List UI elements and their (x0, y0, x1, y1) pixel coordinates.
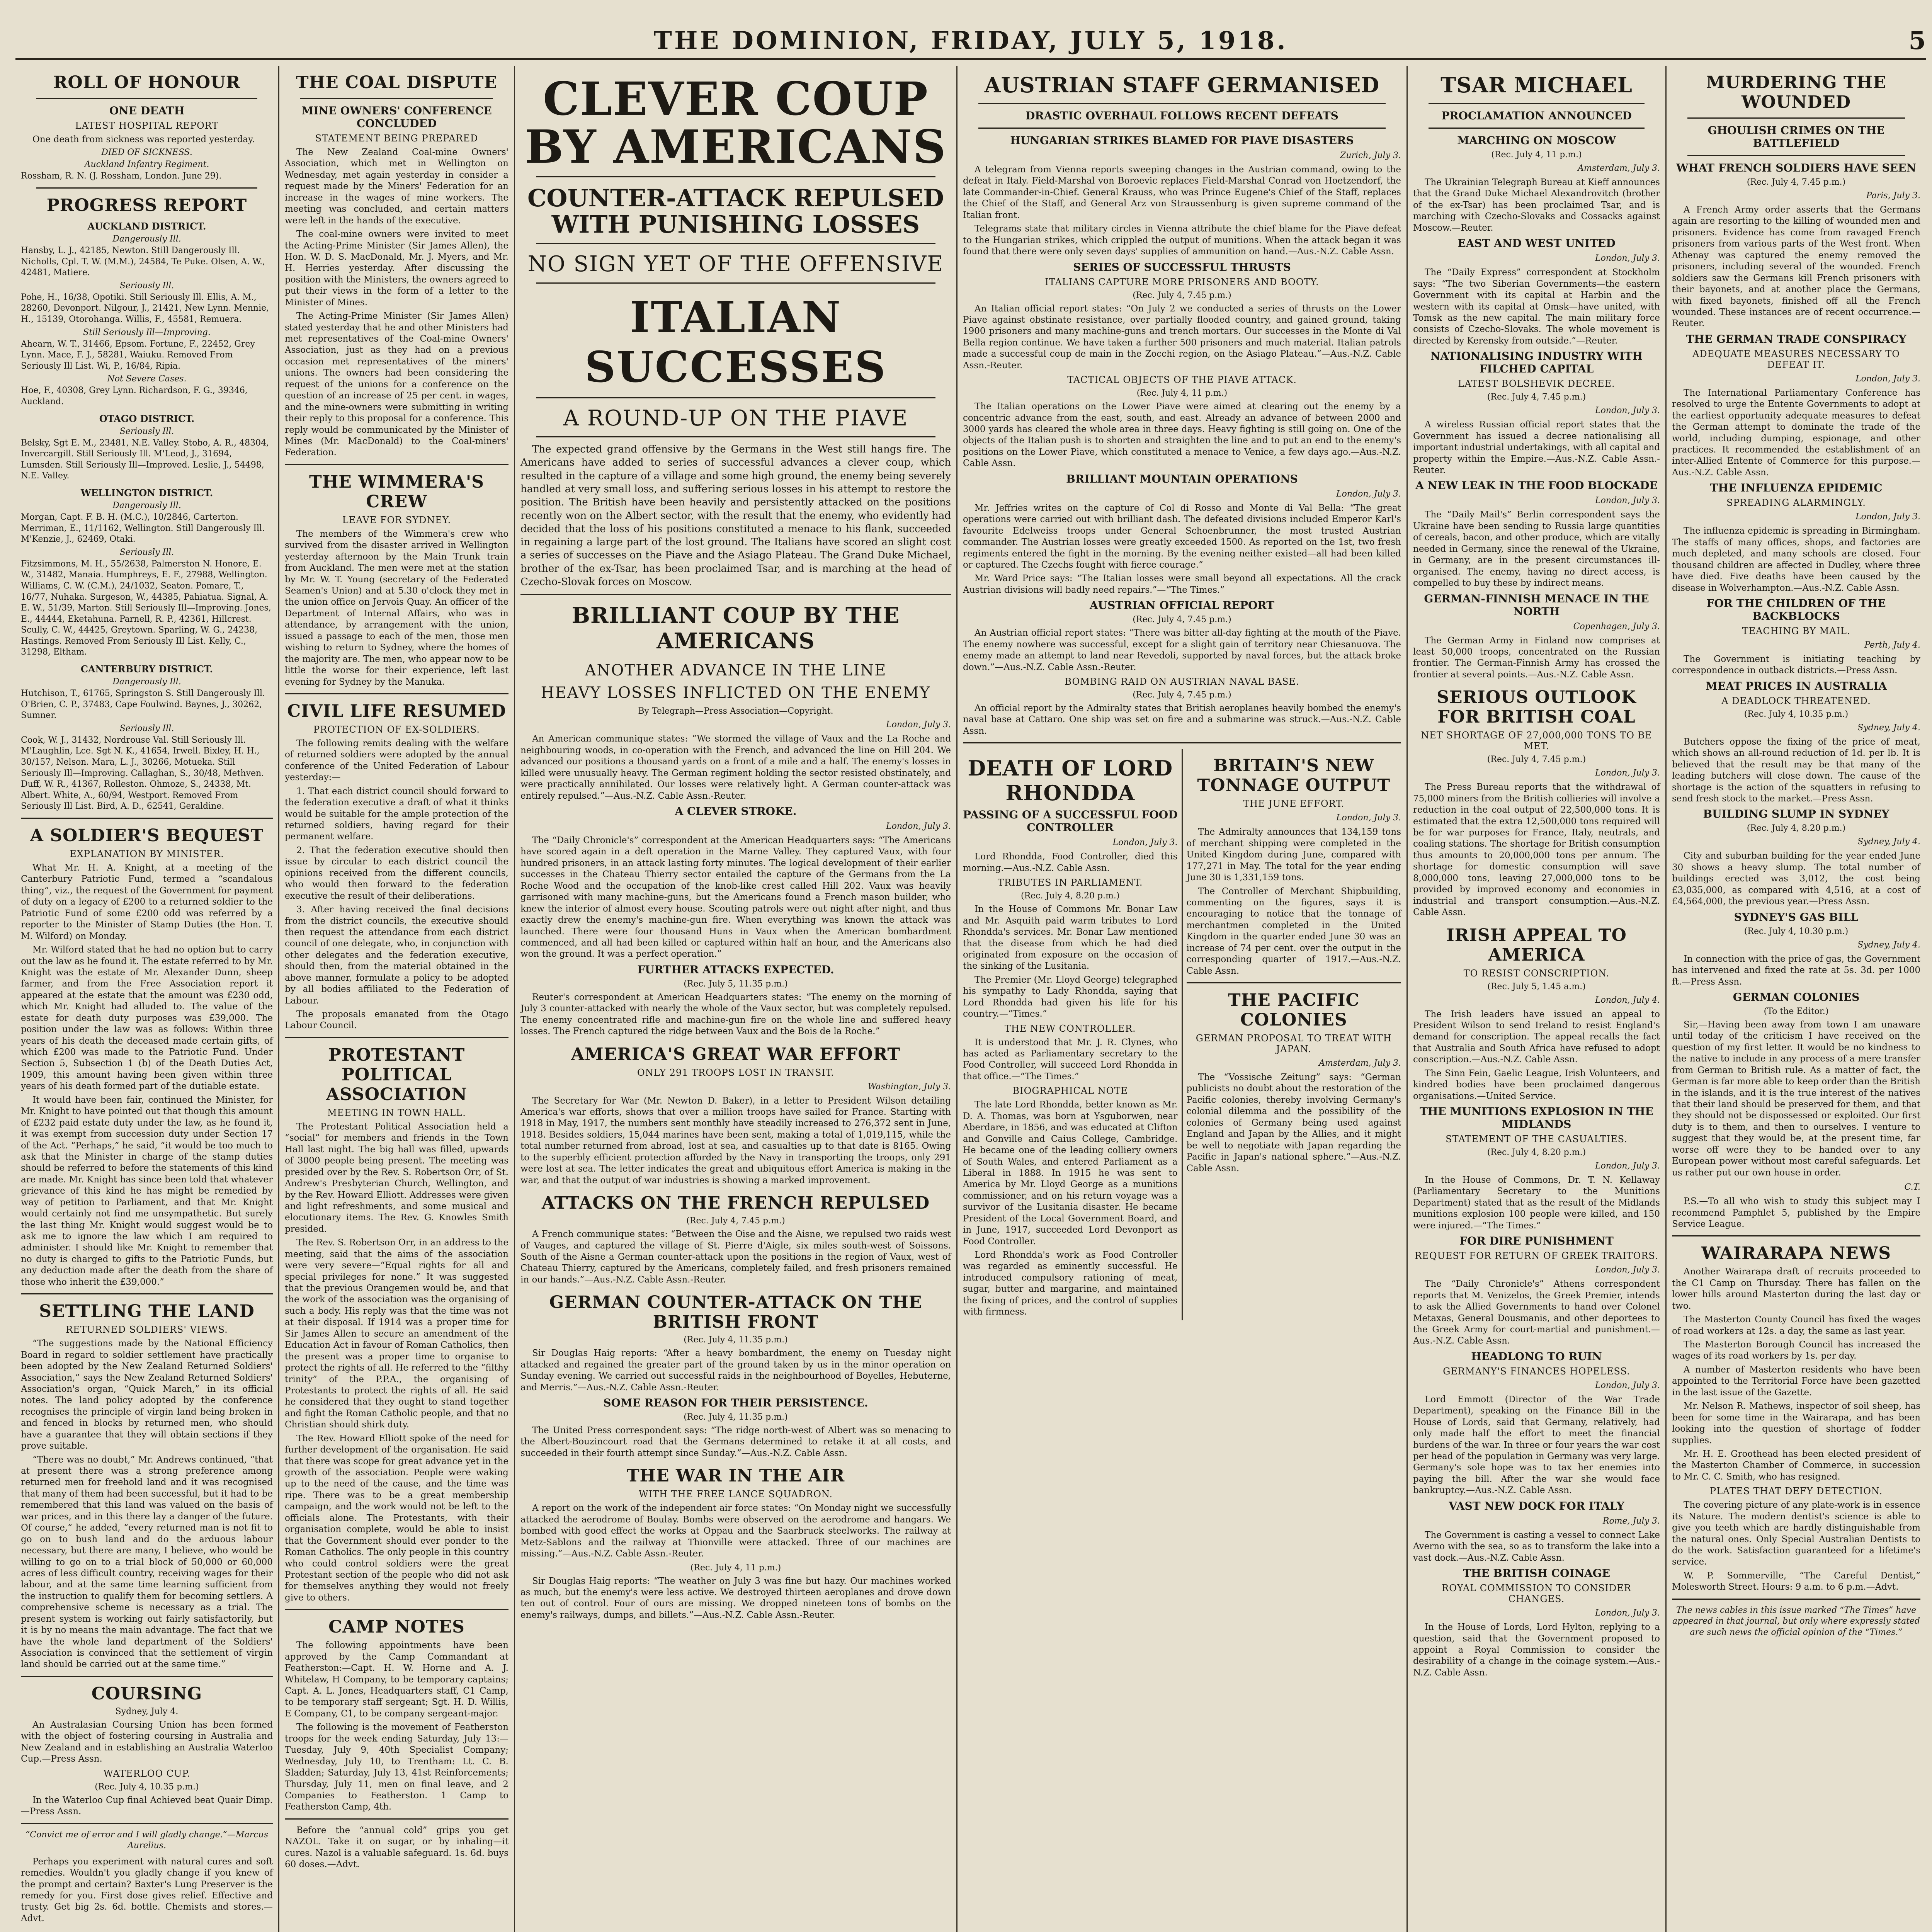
roll-intro: One death from sickness was reported yesterday. (32, 134, 255, 145)
article-paragraph: The Masterton Borough Council has increased the wages of its road workers by 1s. per day. (1672, 1340, 1920, 1361)
divider (1429, 103, 1645, 104)
letter-postscript: P.S.—To all who wish to study this subject may I recommend Pamphlet 5, published by the Empire Service League. (1672, 1196, 1920, 1229)
article-paragraph: Telegrams state that military circles in Vienna attribute the chief blame for the Piave defeat to the Hungarian strikes, which crippled the output of munitions. When the attack began it was found that there were only seven days' supplies of ammunition on hand.—Aus.-N.Z. Cable Assn. (963, 224, 1401, 257)
casualty-list: Fitzsimmons, M. H., 55/2638, Palmerston N. Honore, E. W., 31482, Manaia. Humphreys, E. F., 27988, Wellington. Williams, C. W. (C.M.), 24/1032, Seaton. Pomare, T., 16/77, Nuhaka. Surgeson, W., 44385, Pahiatua. Signal, A. E. W., 51/39, Marton. Still Seriously Ill—Improving. Jones, E., 44444, Eketahuna. Parnell, R. P., 42361, Hillcrest. Scully, C. W., 44425, Greytown. Sparling, W. G., 24238, Hastings. Removed From Seriously Ill List. Kelly, C., 31298, Eltham. (21, 559, 271, 657)
new-controller-subheading: THE NEW CONTROLLER. (1004, 1023, 1136, 1034)
war-in-air-subheading: WITH THE FREE LANCE SQUADRON. (639, 1489, 833, 1500)
plates-heading: PLATES THAT DEFY DETECTION. (1709, 1486, 1883, 1497)
casualty-list: Cook, W. J., 31432, Nordrouse Val. Still Seriously Ill. M'Laughlin, Lce. Sgt N. K., 41654, Irwell. Bixley, H. H., 30/157, Nelson. Mara, L. J., 30266, Motueka. Still Seriously Ill—Improving. Callaghan, S., 30/48, Methven. Duff, W. R., 41367, Rolleston. Ohmoze, S., 24338, Mt. Albert. White, A., 60/94, Westport. Removed From Seriously Ill List. Bird, A. D., 62541, Geraldine. (21, 735, 264, 811)
casualty-list: Hoe, F., 40308, Grey Lynn. Richardson, F. G., 39346, Auckland. (21, 386, 248, 406)
british-coinage-subheading: ROYAL COMMISSION TO CONSIDER CHANGES. (1442, 1583, 1631, 1605)
advertisement-body: The covering picture of any plate-work is in essence its Nature. The modern dentist's science is able to give you teeth which are hardly distinguishable from the natural ones. Only Special Australian Dentists to do the work. Satisfaction guaranteed for a lifetime's service. (1672, 1500, 1920, 1567)
canterbury-district: CANTERBURY DISTRICT. (80, 663, 213, 675)
dateline: Perth, July 4. (1864, 640, 1920, 650)
french-repulsed-heading: ATTACKS ON THE FRENCH REPULSED (541, 1193, 930, 1213)
food-blockade-heading: A NEW LEAK IN THE FOOD BLOCKADE (1415, 479, 1658, 492)
article-paragraph: The proposals emanated from the Otago Labour Council. (285, 1009, 509, 1031)
dateline: London, July 3. (1595, 1161, 1660, 1171)
letter-signoff: C.T. (1904, 1182, 1920, 1192)
masthead-title: THE DOMINION, FRIDAY, JULY 5, 1918. (653, 26, 1288, 55)
article-paragraph: The members of the Wimmera's crew who survived from the disaster arrived in Wellington yesterday afternoon by the Main Trunk train from Auckland. The men were met at the station by Mr. W. T. Young (secretary of the Federated Seamen's Union) and at 5.30 o'clock they met in the union office on Jervois Quay. An officer of the Department of Internal Affairs, who was in attendance, by arrangement with the union, issued a passage to each of the men, those men wishing to return to Sydney, where the homes of the majority are. The men, who appear now to be little the worse for their experience, left last evening for Sydney by the Manuka. (285, 529, 509, 687)
settling-land-heading: SETTLING THE LAND (39, 1301, 255, 1321)
category: Dangerously Ill. (112, 677, 181, 687)
article-paragraph: Mr. Ward Price says: “The Italian losses were small beyond all expectations. All the crack Austrian divisions will badly need repairs.”—“The Times.” (963, 573, 1401, 595)
dire-punishment-heading: FOR DIRE PUNISHMENT (1459, 1235, 1614, 1248)
article-paragraph: Butchers oppose the fixing of the price of meat, which shows an all-round reduction of 1d. per lb. It is believed that the result may be that many of the leading butchers will close down. The cause of the shortage is the action of the squatters in refusing to send fresh stock to the market.—Press Assn. (1672, 736, 1920, 804)
column-3 (514, 66, 956, 1932)
wimmera-crew-subheading: LEAVE FOR SYDNEY. (342, 514, 451, 526)
munitions-explosion-subheading: STATEMENT OF THE CASUALTIES. (1446, 1134, 1628, 1145)
dateline: Sydney, July 4. (1857, 723, 1920, 733)
influenza-subheading: SPREADING ALARMINGLY. (1726, 497, 1866, 509)
article-paragraph: A wireless Russian official report states that the Government has issued a decree nationalising all important industrial undertakings, with all capital and property within the Empire.—Aus.-N.Z. Cable Assn.-Reuter. (1413, 420, 1660, 475)
article-paragraph: An Italian official report states: “On July 2 we conducted a series of thrusts on the Lower Piave against obstinate resistance, over partially flooded country, and gained ground, taking 1900 prisoners and many machine-guns and trench mortars. Our successes in the Monte di Val Bella region continue. We have taken a further 500 prisoners and much material. Italian patrols made a successful coup de main in the Zocchi region, on the Asiago Plateau.”—Aus.-N.Z. Cable Assn.-Reuter. (963, 303, 1401, 371)
divider (21, 1676, 273, 1677)
soldiers-bequest-heading: A SOLDIER'S BEQUEST (30, 826, 264, 845)
meat-prices-subheading: A DEADLOCK THREATENED. (1721, 695, 1871, 706)
article-paragraph: The late Lord Rhondda, better known as Mr. D. A. Thomas, was born at Ysguborwen, near Aberdare, in 1856, and was educated at Clifton and Gonville and Caius College, Cambridge. He became one of the leading colliery owners of South Wales, and entered Parliament as a Liberal in 1888. In 1915 he was sent to America by Mr. Lloyd George as a munitions commissioner, and on his return voyage was a survivor of the Lusitania disaster. He became President of the Local Government Board, and in June, 1917, succeeded Lord Devonport as Food Controller. (963, 1100, 1178, 1247)
casualty-list: Hutchison, T., 61765, Springston S. Still Dangerously Ill. O'Brien, C. P., 37483, Cape Foulwind. Baynes, J., 30262, Sumner. (21, 689, 265, 721)
dateline: (Rec. July 4, 7.45 p.m.) (1133, 290, 1231, 300)
german-colonies-heading: GERMAN COLONIES (1733, 990, 1860, 1003)
coursing-heading: COURSING (91, 1684, 202, 1704)
mountain-operations-heading: BRILLIANT MOUNTAIN OPERATIONS (1066, 472, 1298, 485)
article-paragraph: The New Zealand Coal-mine Owners' Association, which met in Wellington on Wednesday, met again yesterday in consider a request made by the Miners' Federation for an increase in the wages of mine workers. The meeting was concluded, and certain matters were left in the hands of the executive. (285, 147, 509, 226)
advertisement: “Convict me of error and I will gladly change.”—Marcus Aurelius. (26, 1830, 268, 1851)
dateline: Sydney, July 4. (1857, 940, 1920, 950)
british-coal-subheading: NET SHORTAGE OF 27,000,000 TONS TO BE MET. (1421, 730, 1652, 752)
protestant-association-subheading: MEETING IN TOWN HALL. (327, 1107, 466, 1118)
headlong-ruin-heading: HEADLONG TO RUIN (1471, 1350, 1602, 1363)
article-paragraph: What Mr. H. A. Knight, at a meeting of the Canterbury Patriotic Fund, termed a “scandalous thing”, viz., the request of the Government for payment of duty on a legacy of £200 to a returned soldier to the Patriotic Fund of some £200 odd was referred by a reporter to the Minister of Stamp Duties (the Hon. T. M. Wilford) on Monday. (21, 863, 273, 941)
dateline: London, July 3. (1595, 406, 1660, 416)
progress-report-heading: PROGRESS REPORT (46, 196, 247, 216)
article-paragraph: The Press Bureau reports that the withdrawal of 75,000 miners from the British collieries will involve a reduction in the coal output of 22,500,000 tons. It is estimated that the extra 12,500,000 tons required will be for war purposes for France, Italy, neutrals, and coaling stations. The shortage for British consumption thus amounts to 20,000,000 tons per annum. The shortage for domestic consumption will save 8,000,000 tons, leaving 27,000,000 tons to be provided by improved economy and economies in industrial and transport consumption.—Aus.-N.Z. Cable Assn. (1413, 782, 1660, 918)
divider (536, 243, 935, 244)
dateline: (Rec. July 4, 11 p.m.) (1491, 150, 1582, 160)
dateline: London, July 3. (1595, 496, 1660, 506)
munitions-explosion-heading: THE MUNITIONS EXPLOSION IN THE MIDLANDS (1420, 1105, 1653, 1131)
article-paragraph: The United Press correspondent says: “The ridge north-west of Albert was so menacing to the Albert-Bouzincourt road that the Germans determined to retake it at all costs, and succeeded in their fourth attempt since Sunday.”—Aus.-N.Z. Cable Assn. (520, 1425, 951, 1458)
dateline: London, July 3. (1336, 813, 1401, 823)
nationalising-heading: NATIONALISING INDUSTRY WITH FILCHED CAPITAL (1430, 350, 1643, 376)
divider (1687, 117, 1905, 119)
divider (1187, 982, 1401, 983)
divider (21, 1293, 273, 1294)
divider (978, 128, 1386, 129)
divider (285, 693, 509, 694)
dateline: (Rec. July 4, 8.20 p.m.) (1487, 1148, 1586, 1157)
divider (285, 1609, 509, 1610)
article-paragraph: The “Daily Chronicle's” correspondent at the American Headquarters says: “The Americans have scored again in a deft operation in the Marne Valley. They captured Vaux, with four hundred prisoners, in an attack lasting forty minutes. The logical development of their earlier successes in the Chateau Thierry sector entailed the capture of the Germans from the La Roche Wood and the occupation of the knob-like crest called Hill 202. Vaux was heavily garrisoned with many machine-guns, but the Americans found a French mason builder, who knew the interior of almost every house. Scouting patrols were out night after night, and thus exactly drew the enemy's machine-gun fire. When everything was known the attack was launched. There were four thousand Huns in Vaux when the American bombardment commenced, and all had been killed or captured within half an hour, and the Americans also won the ground. It was a perfect operation.” (520, 835, 951, 959)
divider (1672, 1235, 1920, 1236)
dateline: (Rec. July 4, 8.20 p.m.) (1747, 823, 1846, 833)
wimmera-crew-heading: THE WIMMERA'S CREW (309, 472, 485, 512)
article-paragraph: A telegram from Vienna reports sweeping changes in the Austrian command, owing to the defeat in Italy. Field-Marshal von Boroevic replaces Field-Marshal Conrad von Hoetzendorf, the late Commander-in-Chief. General Krauss, who was Prince Eugene's Chief of the Staff, replaces the Chief of the Staff, and General Arz von Straussenburg is given supreme command of the Italian front. (963, 165, 1401, 220)
americas-war-effort-subheading: ONLY 291 TROOPS LOST IN TRANSIT. (637, 1067, 834, 1078)
trade-conspiracy-heading: THE GERMAN TRADE CONSPIRACY (1686, 332, 1906, 345)
coal-dispute-subheading-2: STATEMENT BEING PREPARED (315, 133, 478, 144)
casualty-list: Morgan, Capt. F. B. H. (M.C.), 10/2846, Carterton. Merriman, E., 11/1162, Wellington. Still Dangerously Ill. M'Kenzie, J., 62469, Otaki. (21, 512, 265, 544)
dateline: Zurich, July 3. (1340, 151, 1401, 160)
article-paragraph: The coal-mine owners were invited to meet the Acting-Prime Minister (Sir James Allen), the Hon. W. D. S. MacDonald, Mr. J. Myers, and Mr. H. Herries yesterday. After discussing the position with the Ministers, the owners agreed to put their views in the form of a letter to the Minister of Mines. (285, 229, 509, 308)
divider (285, 1037, 509, 1038)
divider (536, 397, 935, 398)
waterloo-cup-subheading: WATERLOO CUP. (103, 1768, 190, 1779)
article-paragraph: The Protestant Political Association held a “social” for members and friends in the Town Hall last night. The big hall was filled, upwards of 3000 people being present. The meeting was presided over by the Rev. S. Robertson Orr, of St. Andrew's Presbyterian Church, Wellington, and by the Rev. Howard Elliott. Addresses were given and light refreshments, and some musical and elocutionary items. The Rev. G. Knowles Smith presided. (285, 1121, 509, 1234)
article-paragraph: The influenza epidemic is spreading in Birmingham. The staffs of many offices, shops, and factories are much depleted, and many schools are closed. Four thousand children are affected in Dudley, where three have died. Five deaths have been caused by the disease in Wolverhampton.—Aus.-N.Z. Cable Assn. (1672, 526, 1920, 593)
dateline: (Rec. July 4, 10.35 p.m.) (95, 1782, 199, 1792)
rhondda-column (963, 749, 1178, 1320)
dateline: (Rec. July 5, 11.35 p.m.) (684, 979, 788, 989)
lower-split (963, 749, 1401, 1320)
dateline: London, July 3. (1595, 768, 1660, 778)
category: Seriously Ill. (119, 281, 174, 291)
dateline: Copenhagen, July 3. (1573, 621, 1660, 631)
murdering-wounded-heading: MURDERING THE WOUNDED (1706, 73, 1886, 112)
wellington-district: WELLINGTON DISTRICT. (80, 487, 213, 498)
column-4 (956, 66, 1406, 1932)
brilliant-coup-subheading: ANOTHER ADVANCE IN THE LINE (585, 662, 887, 680)
backblocks-heading: FOR THE CHILDREN OF THE BACKBLOCKS (1706, 597, 1886, 622)
article-paragraph: The “Daily Express” correspondent at Stockholm says: “The two Siberian Governments—the eastern Government with its capital at Harbin and the western with its capital at Omsk—have united, with Tomsk as the new capital. The main military force consists of Czecho-Slovaks. The whole movement is directed by Kerensky from outside.”—Reuter. (1413, 267, 1660, 346)
article-paragraph: Lord Rhondda's work as Food Controller was regarded as eminently successful. He introduced compulsory rationing of meat, sugar, butter and margarine, and maintained the fixing of prices, and the control of supplies with firmness. (963, 1250, 1178, 1317)
coal-dispute-subheading: MINE OWNERS' CONFERENCE CONCLUDED (301, 104, 492, 130)
article-paragraph: In the House of Commons, Dr. T. N. Kellaway (Parliamentary Secretary to the Munitions Department) stated that as the result of the Midlands munitions explosion 100 people were killed, and 150 were injured.—“The Times.” (1413, 1175, 1660, 1231)
trade-conspiracy-subheading: ADEQUATE MEASURES NECESSARY TO DEFEAT IT. (1692, 348, 1900, 370)
building-slump-heading: BUILDING SLUMP IN SYDNEY (1703, 808, 1889, 821)
lord-rhondda-subheading: PASSING OF A SUCCESSFUL FOOD CONTROLLER (963, 808, 1178, 834)
tsar-michael-heading: TSAR MICHAEL (1440, 73, 1633, 97)
tributes-subheading: TRIBUTES IN PARLIAMENT. (998, 877, 1143, 888)
murdering-wounded-subheading: GHOULISH CRIMES ON THE BATTLEFIELD (1708, 124, 1885, 150)
gas-bill-heading: SYDNEY'S GAS BILL (1734, 910, 1859, 923)
dateline: London, July 3. (1336, 489, 1401, 499)
article-paragraph: An Austrian official report states: “There was bitter all-day fighting at the mouth of the Piave. The enemy nowhere was successful, except for a slight gain of territory near Chiesanuova. The enemy made an attempt to land near Revedoli, supported by naval forces, but the attack broke down.”—Aus.-N.Z. Cable Assn.-Reuter. (963, 628, 1401, 672)
category: Seriously Ill. (119, 426, 174, 436)
tonnage-subheading: THE JUNE EFFORT. (1243, 798, 1345, 810)
casualty-list: Hansby, L. J., 42185, Newton. Still Dangerously Ill. Nicholls, Cpl. T. W. (M.M.), 24584, Te Puke. Olsen, A. W., 42481, Matiere. (21, 246, 265, 278)
article-paragraph: 2. That the federation executive should then issue by circular to each district council the opinions received from the different councils, who would then forward to the federation executive the result of their deliberations. (285, 845, 509, 901)
persistence-heading: SOME REASON FOR THEIR PERSISTENCE. (603, 1396, 868, 1409)
divider (536, 282, 935, 284)
dateline: (Rec. July 4, 11 p.m.) (1136, 388, 1228, 398)
advertisement: Before the “annual cold” grips you get NAZOL. Take it on sugar, or by inhaling—it cures. Nazol is a valuable safeguard. 1s. 6d. buys 60 doses.—Advt. (285, 1825, 509, 1870)
article-paragraph: The “Daily Mail's” Berlin correspondent says the Ukraine have been sending to Russia large quantities of cereals, bacon, and other produce, which are vitally needed in Germany, since the renewal of the Ukraine, in Germany, are in the present circumstances ill-organised. The enemy, having no direct access, is compelled to buy these by indirect means. (1413, 510, 1660, 588)
lord-rhondda-heading: DEATH OF LORD RHONDDA (968, 756, 1173, 806)
brilliant-coup-subheading-2: HEAVY LOSSES INFLICTED ON THE ENEMY (541, 684, 931, 702)
article-paragraph: The “Vossische Zeitung” says: “German publicists no doubt about the restoration of the Pacific colonies, thereby involving Germany's colonial dilemma and the possibility of the colonies of Germany being used against England and Japan by the Allies, and it might be well to negotiate with Japan regarding the Pacific in Japan's national sphere.”—Aus.-N.Z. Cable Assn. (1186, 1072, 1401, 1173)
dateline: Sydney, July 4. (1857, 837, 1920, 847)
dateline: London, July 3. (1595, 253, 1660, 264)
coal-dispute-heading: THE COAL DISPUTE (296, 73, 498, 92)
article-paragraph: 1. That each district council should forward to the federation executive a draft of what it thinks would be suitable for the ample protection of the returned soldiers, having regard for their permanent welfare. (285, 786, 509, 842)
dateline: London, July 3. (1595, 1608, 1660, 1618)
dateline: London, July 3. (1855, 374, 1920, 384)
article-paragraph: The International Parliamentary Conference has resolved to urge the Entente Governments to adopt at the earliest opportunity adequate measures to defeat the German attempt to dominate the trade of the world, including dumping, espionage, and other practices. It recommended the establishment of an inter-Allied Entente of Commerce for this purpose.—Aus.-N.Z. Cable Assn. (1672, 388, 1920, 478)
article-paragraph: The Masterton County Council has fixed the wages of road workers at 12s. a day, the same as last year. (1672, 1315, 1920, 1336)
tsar-michael-subheading: PROCLAMATION ANNOUNCED (1441, 109, 1632, 122)
category: Seriously Ill. (119, 723, 174, 733)
divider (978, 103, 1386, 104)
german-counter-attack-heading: GERMAN COUNTER-ATTACK ON THE BRITISH FRONT (549, 1293, 922, 1332)
died-unit: Auckland Infantry Regiment. (84, 160, 209, 170)
dateline: London, July 3. (1855, 512, 1920, 522)
article-paragraph: The “Daily Chronicle's” Athens correspondent reports that M. Venizelos, the Greek Premier, intends to ask the Allied Governments to hand over Colonel Metaxas, General Dousmanis, and other deportees to the Greek Army for court-martial and punishment.—Aus.-N.Z. Cable Assn. (1413, 1279, 1660, 1346)
article-paragraph: Sir Douglas Haig reports: “After a heavy bombardment, the enemy on Tuesday night attacked and regained the greater part of the ground taken by us in the minor operation on Sunday evening. We carried out successful raids in the neighbourhood of Boyelles, Hebuterne, and Merris.”—Aus.-N.Z. Cable Assn.-Reuter. (520, 1348, 951, 1393)
article-paragraph: The Sinn Fein, Gaelic League, Irish Volunteers, and kindred bodies have been proclaimed dangerous organisations.—United Service. (1413, 1068, 1660, 1101)
advertisement-body: Perhaps you experiment with natural cures and soft remedies. Wouldn't you gladly change if you knew of the prompt and certain? Baxter's Lung Preserver is the remedy for you. First dose gives relief. Effective and trusty. Get big 2s. 6d. bottle. Chemists and stores.—Advt. (21, 1856, 273, 1923)
divider (21, 1823, 273, 1824)
casualty-list: Belsky, Sgt E. M., 23481, N.E. Valley. Stobo, A. R., 48304, Invercargill. Still Seriously Ill. M'Leod, J., 31694, Lumsden. Still Seriously Ill—Improved. Leslie, J., 54498, N.E. Valley. (21, 438, 269, 481)
article-paragraph: The following is the movement of Featherston troops for the week ending Saturday, July 13:—Tuesday, July 9, 40th Specialist Company; Wednesday, July 10, to Trentham: Lt. C. B. Sladden; Saturday, July 13, 41st Reinforcements; Thursday, July 11, men on final leave, and 2 Companies to Featherston. 1 Camp to Featherston Camp, 4th. (285, 1722, 509, 1812)
article-paragraph: “The suggestions made by the National Efficiency Board in regard to soldier settlement have practically been adopted by the New Zealand Returned Soldiers' Association,” says the New Zealand Returned Soldiers' Association's organ, “Quick March,” in its official notes. The land policy adopted by the conference recognises the principle of virgin land being broken in and fenced in blocks by returned men, who should have a guarantee that they will obtain sections if they prove suitable. (21, 1338, 273, 1451)
article-paragraph: It would have been fair, continued the Minister, for Mr. Knight to have pointed out that though this amount of £232 paid estate duty under the law, as he found it, it was exempt from succession duty under Section 17 of the Act. “Perhaps,” he said, “it would be too much to ask that the Minister in charge of the stamp duties should be referred to before the statements of this kind are made. Mr. Knight has since been told that whatever grievance of this kind he has might be remedied by way of petition to Parliament, and that Mr. Knight would certainly not find me unsympathetic. But surely the last thing Mr. Knight would suggest would be to ask me to ignore the law which I am required to administer. I should like Mr. Knight to remember that no duty is charged to gifts to the Patriotic Funds, but any deduction made after the death from the share of those who inherit the £39,000.” (21, 1095, 273, 1287)
murdering-wounded-subheading-2: WHAT FRENCH SOLDIERS HAVE SEEN (1676, 162, 1916, 174)
civil-life-heading: CIVIL LIFE RESUMED (287, 701, 506, 721)
article-paragraph: The Ukrainian Telegraph Bureau at Kieff announces that the Grand Duke Michael Alexandrovitch (brother of the ex-Tsar) has been proclaimed Tsar, and is marching with Czecho-Slovaks and Cossacks against Moscow.—Reuter. (1413, 177, 1660, 233)
article-paragraph: The Irish leaders have issued an appeal to President Wilson to send Ireland to resist England's demand for conscription. The appeal recalls the fact that Australia and South Africa have refused to adopt conscription.—Aus.-N.Z. Cable Assn. (1413, 1009, 1660, 1065)
irish-appeal-subheading: TO RESIST CONSCRIPTION. (1463, 968, 1610, 979)
article-paragraph: Mr. Nelson R. Mathews, inspector of soil sheep, has been for some time in the Wairarapa, and has been looking into the question of shortage of fodder supplies. (1672, 1401, 1920, 1446)
article-paragraph: “There was no doubt,” Mr. Andrews continued, “that at present there was a strong preference among returned men for freehold land and it was recognised that many of them had been successful, but it had to be remembered that this land was valued on the basis of war prices, and in this there lay a danger of the future. Of course,” he added, “every returned man is not fit to go on to bush land and do the arduous labour necessary, but there are many, I believe, who would be willing to go on to a trial block of 50,000 or 60,000 acres of less difficult country, receiving wages for their labour, and at the same time learning sufficient from the instruction to qualify them for becoming settlers. A comprehensive scheme is necessary as a trial. The present system is working out fairly satisfactorily, but it is by no means the main advantage. The fact that we have the whole land department of the Soldiers' Association is convinced that the settlement of virgin land should be carried out at the same time.” (21, 1454, 273, 1670)
category: Not Severe Cases. (107, 374, 187, 384)
auckland-district: AUCKLAND DISTRICT. (87, 221, 206, 232)
biographical-note-subheading: BIOGRAPHICAL NOTE (1012, 1085, 1128, 1097)
meat-prices-heading: MEAT PRICES IN AUSTRALIA (1705, 679, 1887, 692)
dateline: (Rec. July 4, 11.35 p.m.) (684, 1335, 788, 1345)
article-paragraph: An official report by the Admiralty states that British aeroplanes heavily bombed the enemy's naval base at Cattaro. One ship was set on fire and a submarine was struck.—Aus.-N.Z. Cable Assn. (963, 703, 1401, 736)
article-paragraph: The Government is casting a vessel to connect Lake Averno with the sea, so as to transform the lake into a vast dock.—Aus.-N.Z. Cable Assn. (1413, 1530, 1660, 1563)
divider (520, 594, 951, 595)
dateline: (Rec. July 4, 10.35 p.m.) (1744, 709, 1849, 719)
divider (1672, 1599, 1920, 1600)
divider (536, 436, 935, 437)
british-coinage-heading: THE BRITISH COINAGE (1463, 1567, 1611, 1580)
died-label: DIED OF SICKNESS. (101, 148, 192, 158)
one-death-subheading: ONE DEATH (109, 104, 185, 117)
dateline: (Rec. July 4, 11.35 p.m.) (684, 1412, 788, 1422)
article-paragraph: Mr. Jeffries writes on the capture of Col di Rosso and Monte di Val Bella: “The great operations were carried out with brilliant dash. The defeated divisions included Emperor Karl's favourite Edelweiss troops under General Schoenbrunner, the most trusted Austrian commander. The Austrian losses were greatly exceeded 1500. As reported on the 1st, two fresh regiments entered the fight in the morning. By the evening neither existed—all had been killed or captured. The Czechs fought with fierce courage.” (963, 503, 1401, 570)
dateline: Paris, July 3. (1866, 191, 1920, 201)
dateline: (Rec. July 4, 7.45 p.m.) (1487, 755, 1586, 765)
dateline: London, July 3. (886, 720, 951, 730)
credit-line: By Telegraph—Press Association—Copyright. (638, 706, 833, 716)
americas-war-effort-heading: AMERICA'S GREAT WAR EFFORT (571, 1044, 901, 1064)
tactical-objects-heading: TACTICAL OBJECTS OF THE PIAVE ATTACK. (1067, 374, 1297, 386)
page-number: 5 (1908, 26, 1926, 55)
article-paragraph: In the House of Lords, Lord Hylton, replying to a question, said that the Government proposed to appoint a Royal Commission to consider the desirability of a change in the coinage system.—Aus.-N.Z. Cable Assn. (1413, 1622, 1660, 1678)
dateline: (Rec. July 4, 7.45 p.m.) (1133, 615, 1231, 625)
article-paragraph: Reuter's correspondent at American Headquarters states: “The enemy on the morning of July 3 counter-attacked with nearly the whole of the Vaux sector, but was completely repulsed. The enemy concentrated rifle and machine-gun fire on the whole line and suffered heavy losses. The French captured the ridge between Vaux and the Bois de la Roche.” (520, 992, 951, 1037)
article-paragraph: An American communique states: “We stormed the village of Vaux and the La Roche and neighbouring woods, in co-operation with the French, and advanced the line on Hill 204. We advanced our positions a thousand yards on a front of a mile and a half. The enemy's losses in killed were unusually heavy. The German regiment holding the sector resisted obstinately, and were practically annihilated. Our losses were relatively light. A German counter-attack was entirely repulsed.”—Aus.-N.Z. Cable Assn.-Reuter. (520, 734, 951, 801)
column-1 (15, 66, 278, 1932)
died-name: Rossham, R. N. (J. Rossham, London. June 29). (21, 171, 222, 181)
brilliant-coup-heading: BRILLIANT COUP BY THE AMERICANS (571, 603, 900, 654)
main-headline: CLEVER COUP BY AMERICANS (525, 72, 947, 173)
east-west-heading: EAST AND WEST UNITED (1458, 237, 1616, 250)
letter-body: Sir,—Having been away from town I am unaware until today of the criticism I have received on the question of my first letter. It would be no kindness to the native to include in any process of a mere transfer from German to British rule. As a matter of fact, the German is far more able to keep order than the British in the islands, and it is the true interest of the natives that their land should be preserved for them, and that they should not be dispossessed or exploited. Our first duty is to them, and then to ourselves. I venture to suggest that they would be, at the present time, far worse off were they to be handed over to any European power without most careful safeguards. Let us rather put our own house in order. (1672, 1019, 1920, 1178)
otago-district: OTAGO DISTRICT. (99, 413, 195, 424)
dateline: London, July 3. (1595, 1265, 1660, 1275)
dateline: (Rec. July 4, 8.20 p.m.) (1021, 891, 1120, 901)
austrian-staff-heading: AUSTRIAN STAFF GERMANISED (984, 73, 1380, 97)
dateline: (Rec. July 4, 7.45 p.m.) (1487, 392, 1586, 402)
article-paragraph: Mr. H. E. Groothead has been elected president of the Masterton Chamber of Commerce, in succession to Mr. C. C. Smith, who has resigned. (1672, 1449, 1920, 1482)
dire-punishment-subheading: REQUEST FOR RETURN OF GREEK TRAITORS. (1415, 1250, 1658, 1262)
divider (1429, 128, 1645, 129)
article-paragraph: Another Wairarapa draft of recruits proceeded to the C1 Camp on Thursday. There has fallen on the lower hills around Masterton during the last day or two. (1672, 1267, 1920, 1311)
advertisement-body: W. P. Sommerville, “The Careful Dentist,” Molesworth Street. Hours: 9 a.m. to 6 p.m.—Advt. (1672, 1570, 1920, 1592)
divider (1687, 155, 1905, 156)
war-in-air-heading: THE WAR IN THE AIR (626, 1466, 845, 1486)
austrian-staff-subheading-2: HUNGARIAN STRIKES BLAMED FOR PIAVE DISASTERS (1010, 134, 1354, 147)
successful-thrusts-subheading: ITALIANS CAPTURE MORE PRISONERS AND BOOTY. (1045, 276, 1319, 287)
divider (300, 98, 493, 99)
dateline: London, July 3. (886, 821, 951, 831)
new-dock-heading: VAST NEW DOCK FOR ITALY (1449, 1499, 1624, 1512)
soldiers-bequest-subheading: EXPLANATION BY MINISTER. (70, 849, 224, 859)
article-paragraph: Lord Emmott (Director of the War Trade Department), speaking on the Finance Bill in the House of Lords, said that Germany, relatively, had only made half the effort to meet the financial burdens of the war. In three or four years the war cost per head of the population in Germany was very large. Germany's sole hope was to tax her enemies into paying the bill. After the war she would face bankruptcy.—Aus.-N.Z. Cable Assn. (1413, 1394, 1660, 1496)
clever-stroke-heading: A CLEVER STROKE. (675, 805, 797, 818)
successful-thrusts-heading: SERIES OF SUCCESSFUL THRUSTS (1073, 260, 1291, 274)
casualty-list: Ahearn, W. T., 31466, Epsom. Fortune, F., 22452, Grey Lynn. Mace, F. J., 58281, Waiuku. Removed From Seriously Ill List. Wi, P., 16/84, Ripia. (21, 339, 255, 371)
divider (285, 464, 509, 465)
dateline: Washington, July 3. (867, 1082, 951, 1092)
dateline: (Rec. July 4, 10.30 p.m.) (1744, 926, 1849, 936)
category: Dangerously Ill. (112, 234, 181, 244)
lead-summary: The expected grand offensive by the Germans in the West still hangs fire. The Americans have added to series of successful advances a clever coup, which resulted in the capture of a village and some high ground, the enemy being severely handled at very small loss, and suffering serious losses in his attempt to restore the position. The British have been heavily and persistently attacked on the positions recently won on the Albert sector, with the result that the enemy, who evidently had decided that the loss of his positions constituted a menace to his flank, succeeded in regaining a large part of the lost ground. The Italians have scored an slight cost a series of successes on the Piave and the Asiago Plateau. The Grand Duke Michael, brother of the ex-Tsar, has been proclaimed Tsar, and is marching at the head of Czecho-Slovak forces on Moscow. (520, 443, 951, 588)
casualty-list: Pohe, H., 16/38, Opotiki. Still Seriously Ill. Ellis, A. M., 28260, Devonport. Nilgour, J., 21421, New Lynn. Mennie, H., 15139, Otorohanga. Willis, F., 45581, Remuera. (21, 292, 269, 324)
pacific-colonies-subheading: GERMAN PROPOSAL TO TREAT WITH JAPAN. (1196, 1033, 1392, 1054)
tonnage-column (1182, 749, 1401, 1320)
column-6 (1665, 66, 1926, 1932)
austrian-staff-subheading: DRASTIC OVERHAUL FOLLOWS RECENT DEFEATS (1026, 109, 1338, 122)
nationalising-subheading: LATEST BOLSHEVIK DECREE. (1458, 378, 1615, 389)
dateline: (Rec. July 4, 7.45 p.m.) (1747, 177, 1846, 187)
editorial-note: The news cables in this issue marked “The Times” have appeared in that journal, but only where expressly stated are such news the official opinion of the “Times.” (1672, 1605, 1920, 1637)
article-paragraph: The Admiralty announces that 134,159 tons of merchant shipping were completed in the United Kingdom during June, compared with 177,271 in May. The total for the year ending June 30 is 1,331,159 tons. (1186, 827, 1401, 883)
protestant-association-heading: PROTESTANT POLITICAL ASSOCIATION (326, 1045, 468, 1104)
article-paragraph: The Secretary for War (Mr. Newton D. Baker), in a letter to President Wilson detailing America's war efforts, shows that over a million troops have sailed for France. Starting with 1918 in May, 1917, the numbers sent monthly have steadily increased to 276,372 sent in June, 1918. Besides soldiers, 15,044 marines have been sent, making a total of 1,019,115, while the total number returned from abroad, lost at sea, and casualties up to that date is 8165. Owing to the superbly efficient protection afforded by the Navy in transporting the troops, only 291 were lost at sea. The letter indicates the great and ubiquitous effort America is making in the war, and that the output of war industries is showing a marked improvement. (520, 1095, 951, 1185)
dateline: Sydney, July 4. (115, 1706, 179, 1716)
further-attacks-heading: FURTHER ATTACKS EXPECTED. (637, 963, 834, 976)
article-paragraph: City and suburban building for the year ended June 30 shows a heavy slump. The total number of buildings erected was 3,012, the cost being £3,035,000, as compared with 4,516, at a cost of £4,564,000, the previous year.—Press Assn. (1672, 851, 1920, 907)
settling-land-subheading: RETURNED SOLDIERS' VIEWS. (66, 1324, 228, 1335)
headlong-ruin-subheading: GERMANY'S FINANCES HOPELESS. (1443, 1366, 1630, 1377)
bombing-raid-heading: BOMBING RAID ON AUSTRIAN NAVAL BASE. (1065, 676, 1299, 687)
latest-report-subheading: LATEST HOSPITAL REPORT (75, 120, 219, 131)
austrian-official-heading: AUSTRIAN OFFICIAL REPORT (1089, 599, 1275, 612)
divider (963, 742, 1401, 743)
article-paragraph: The following appointments have been approved by the Camp Commandant at Featherston:—Capt. H. W. Horne and A. J. Whitelaw, H Company, to be temporary captains; Capt. A. L. Jones, Headquarters staff, C1 Camp, to be temporary staff sergeant; Sgt. H. D. Willis, E Company, C1, to be company sergeant-major. (285, 1640, 509, 1719)
article-paragraph: In the Waterloo Cup final Achieved beat Quair Dimp.—Press Assn. (21, 1795, 273, 1817)
dateline: Amsterdam, July 3. (1319, 1058, 1401, 1068)
article-paragraph: It is understood that Mr. J. R. Clynes, who has acted as Parliamentary secretary to the Food Controller, will succeed Lord Rhondda in that office.—“The Times.” (963, 1037, 1178, 1082)
divider (36, 98, 257, 99)
article-paragraph: The Premier (Mr. Lloyd George) telegraphed his sympathy to Lady Rhondda, saying that Lord Rhondda had given his life for his country.—“Times.” (963, 975, 1178, 1019)
british-coal-heading: SERIOUS OUTLOOK FOR BRITISH COAL (1437, 687, 1636, 727)
headline-no-offensive: NO SIGN YET OF THE OFFENSIVE (527, 252, 944, 277)
article-paragraph: In the House of Commons Mr. Bonar Law and Mr. Asquith paid warm tributes to Lord Rhondda's services. Mr. Bonar Law mentioned that the disease from which he had died originated from exposure on the occasion of the sinking of the Lusitania. (963, 904, 1178, 971)
article-paragraph: The German Army in Finland now comprises at least 50,000 troops, concentrated on the Russian frontier. The German-Finnish Army has crossed the frontier at several points.—Aus.-N.Z. Cable Assn. (1413, 635, 1660, 680)
dateline: (Rec. July 4, 7.45 p.m.) (1133, 690, 1231, 700)
headline-counter-attack: COUNTER-ATTACK REPULSED WITH PUNISHING LOSSES (527, 184, 944, 238)
german-finnish-heading: GERMAN-FINNISH MENACE IN THE NORTH (1424, 592, 1649, 618)
wairarapa-heading: WAIRARAPA NEWS (1701, 1243, 1891, 1264)
article-paragraph: A French communique states: “Between the Oise and the Aisne, we repulsed two raids west of Vauges, and captured the village of St. Pierre d'Aigle, six miles south-west of Soissons. South of the Aisne a German counter-attack upon the positions in the region of Vaux, west of Chateau Thierry, captured by the Americans, completely failed, and fresh prisoners remained in our hands.”—Aus.-N.Z. Cable Assn.-Reuter. (520, 1229, 951, 1285)
category: Still Seriously Ill—Improving. (83, 327, 211, 337)
masthead (15, 23, 1926, 60)
article-paragraph: A number of Masterton residents who have been appointed to the Territorial Force have been gazetted in the last issue of the Gazette. (1672, 1364, 1920, 1398)
divider (285, 1818, 509, 1820)
irish-appeal-heading: IRISH APPEAL TO AMERICA (1446, 925, 1627, 965)
dateline: London, July 4. (1595, 995, 1660, 1005)
article-paragraph: A French Army order asserts that the Germans again are resorting to the killing of wounded men and prisoners. Evidence has come from ravaged French prisoners from various parts of the West front. When Athenay was captured the enemy removed the prisoners, including several of the wounded. French soldiers saw the Germans kill French prisoners with their bayonets, and at another place the Germans, with fixed bayonets, finished off all the French wounded. These instances are of recent occurrence.—Reuter. (1672, 205, 1920, 329)
column-2 (278, 66, 514, 1932)
camp-notes-heading: CAMP NOTES (328, 1617, 465, 1637)
dateline: (Rec. July 4, 7.45 p.m.) (686, 1216, 785, 1226)
letter-label: (To the Editor.) (1764, 1006, 1829, 1016)
category: Seriously Ill. (119, 547, 174, 557)
article-paragraph: 3. After having received the final decisions from the district councils, the executive should then request the attendance from each district council of one delegate, who, in conjunction with other delegates and the federation executive, should then, from the material obtained in the above manner, formulate a policy to be adopted by all bodies affiliated to the Federation of Labour. (285, 905, 509, 1006)
headline-italian-successes: ITALIAN SUCCESSES (585, 292, 887, 392)
article-paragraph: In connection with the price of gas, the Government has intervened and fixed the rate at 5s. 3d. per 1000 ft.—Press Assn. (1672, 954, 1920, 987)
divider (21, 818, 273, 819)
article-paragraph: An Australasian Coursing Union has been formed with the object of fostering coursing in Australia and New Zealand and in establishing an Australia Waterloo Cup.—Press Assn. (21, 1719, 273, 1764)
civil-life-subheading: PROTECTION OF EX-SOLDIERS. (313, 724, 480, 735)
article-paragraph: The Italian operations on the Lower Piave were aimed at clearing out the enemy by a concentric advance from the east, south, and east. Already an advance of between 2000 and 3000 yards has cleared the whole area in three days. Heavy fighting is still going on. One of the objects of the Italian push is to shorten and straighten the line and to put an end to the enemy's positions on the Lower Piave, which constituted a menace to Venice, a few days ago.—Aus.-N.Z. Cable Assn. (963, 401, 1401, 469)
backblocks-subheading: TEACHING BY MAIL. (1742, 625, 1850, 636)
dateline: Rome, July 3. (1602, 1516, 1660, 1526)
headline-piave: A ROUND-UP ON THE PIAVE (563, 405, 908, 431)
dateline: London, July 3. (1595, 1380, 1660, 1390)
dateline: Amsterdam, July 3. (1578, 163, 1660, 173)
category: Dangerously Ill. (112, 500, 181, 510)
divider (536, 176, 935, 177)
article-paragraph: Sir Douglas Haig reports: “The weather on July 3 was fine but hazy. Our machines worked as much, but the enemy's were less active. We destroyed thirteen aeroplanes and drove down ten out of control. Four of ours are missing. We dropped nineteen tons of bombs on the enemy's railways, dumps, and billets.”—Aus.-N.Z. Cable Assn.-Reuter. (520, 1576, 951, 1620)
pacific-colonies-heading: THE PACIFIC COLONIES (1228, 990, 1360, 1030)
tonnage-heading: BRITAIN'S NEW TONNAGE OUTPUT (1197, 756, 1391, 796)
dateline: (Rec. July 4, 11 p.m.) (690, 1563, 781, 1573)
article-paragraph: The following remits dealing with the welfare of returned soldiers were adopted by the annual conference of the United Federation of Labour yesterday:— (285, 738, 509, 783)
column-5 (1406, 66, 1665, 1932)
article-paragraph: The Government is initiating teaching by correspondence in outback districts.—Press Assn. (1672, 654, 1920, 676)
dateline: (Rec. July 5, 1.45 a.m.) (1487, 981, 1586, 992)
influenza-heading: THE INFLUENZA EPIDEMIC (1710, 481, 1883, 495)
article-paragraph: A report on the work of the independent air force states: “On Monday night we successfully attacked the aerodrome of Boulay. Bombs were observed on the aerodrome and hangars. We bombed with good effect the works at Oppau and the Saarbruck steelworks. The railway at Metz-Sablons and the railway at Thionville were attacked. Three of our machines are missing.”—Aus.-N.Z. Cable Assn.-Reuter. (520, 1503, 951, 1559)
article-paragraph: The Rev. S. Robertson Orr, in an address to the meeting, said that the aims of the association were very severe—“Equal rights for all and special privileges for none.” It was suggested that the previous Orangemen would be, and that the work of the association was the organising of such a body. His reply was that the time was not at their disposal. If 1914 was a proper time for Sir James Allen to secure an amendment of the Education Act in favour of Roman Catholics, then the present was a proper time to organise to protect the rights of all. He referred to the “filthy trinity” of the P.P.A., the organising of Protestants to protect the rights of all. He said he considered that they ought to stand together and fight the Roman Catholic people, and that no Christian should shirk duty. (285, 1238, 509, 1430)
article-paragraph: The Controller of Merchant Shipbuilding, commenting on the figures, says it is encouraging to notice that the tonnage of merchantmen completed in the United Kingdom in the quarter ended June 30 was an increase of 74 per cent. over the output in the corresponding quarter of 1917.—Aus.-N.Z. Cable Assn. (1186, 886, 1401, 976)
roll-of-honour-heading: ROLL OF HONOUR (53, 73, 241, 92)
article-paragraph: Mr. Wilford stated that he had no option but to carry out the law as he found it. The estate referred to by Mr. Knight was the estate of Mr. Alexander Dunn, sheep farmer, and from the Free Association report it appeared at the estate that the amount was £230 odd, which Mr. Knight had alluded to. The value of the estate for death duty purposes was £39,000. The position under the law was as follows: Within three years of his death the deceased made certain gifts, of which £200 was made to the Patriotic Fund. Under Section 5, Subsection 1 (b) of the Death Duties Act, 1909, this amount having been given within three years of his death formed part of the dutiable estate. (21, 945, 273, 1092)
tsar-michael-subheading-2: MARCHING ON MOSCOW (1457, 134, 1616, 147)
dateline: London, July 3. (1112, 838, 1178, 848)
article-paragraph: The Acting-Prime Minister (Sir James Allen) stated yesterday that he and other Ministers had met representatives of the Coal-mine Owners' Association, just as they had on a previous occasion met representatives of the miners' unions. The owners had been considering the request of the unions for a conference on the question of an increase of 25 per cent. in wages, and the mine-owners were submitting in writing their reply to this proposal for a conference. This reply would be communicated by the Minister of Mines (Mr. MacDonald) to the Coal-miners' Federation. (285, 311, 509, 458)
divider (36, 187, 257, 189)
article-paragraph: The Rev. Howard Elliott spoke of the need for further development of the organisation. He said that there was scope for great advance yet in the growth of the association. People were waking up to the need of the cause, and the time was ripe. There was to be a great membership campaign, and the work would not be left to the officials alone. The Protestants, with their organisation complete, would be able to insist that the Government should ever ponder to the Roman Catholics. The only people in this country who could control soldiers were the great Protestant section of the people who did not ask for themselves anything they would not freely give to others. (285, 1433, 509, 1603)
article-paragraph: Lord Rhondda, Food Controller, died this morning.—Aus.-N.Z. Cable Assn. (963, 852, 1178, 873)
